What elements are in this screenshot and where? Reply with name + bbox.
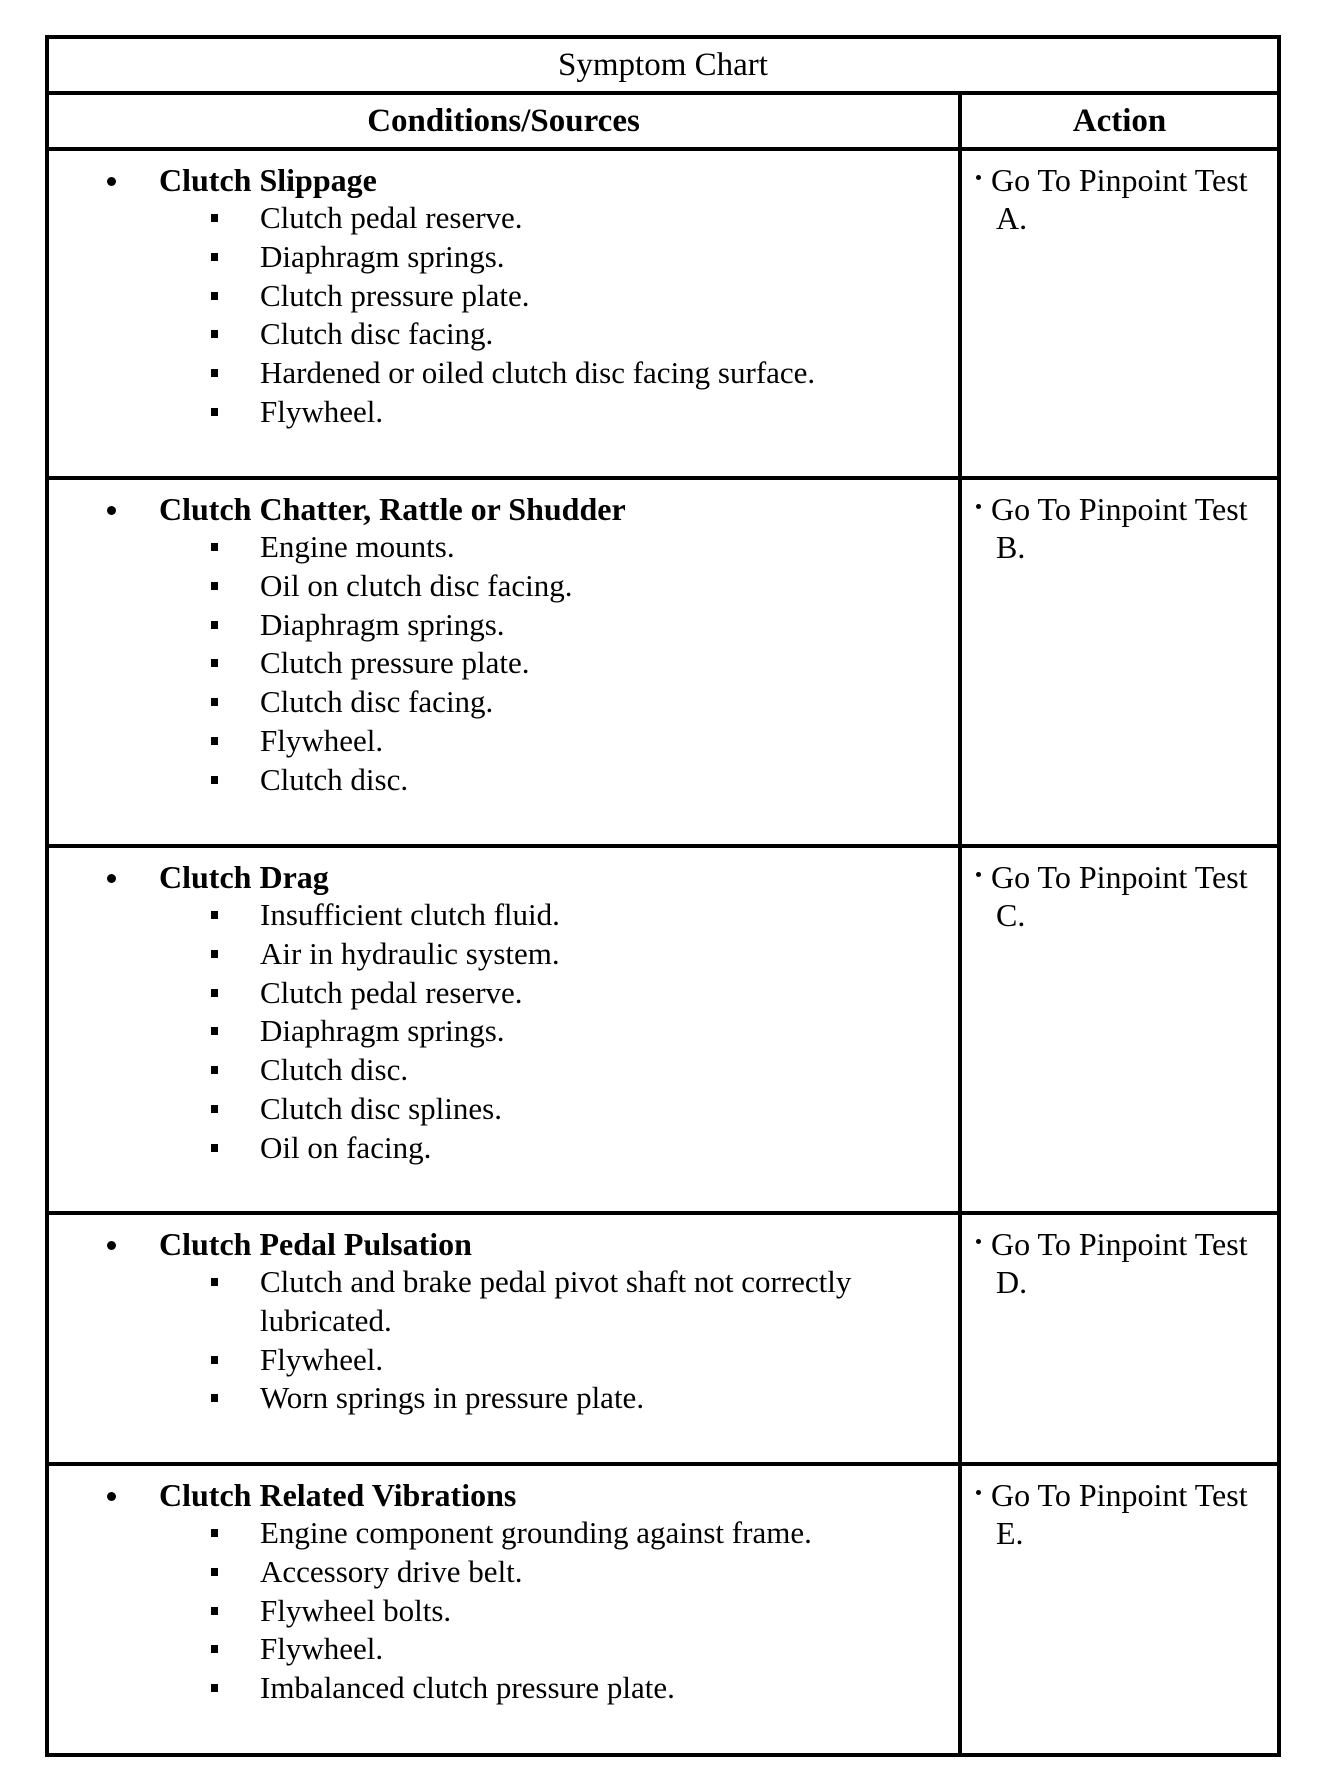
square-bullet-icon — [211, 408, 218, 416]
source-text: Air in hydraulic system. — [260, 935, 560, 971]
square-bullet-icon — [211, 1568, 218, 1576]
source-text: Flywheel. — [260, 1631, 384, 1667]
conditions-cell — [49, 151, 958, 476]
conditions-cell — [49, 480, 958, 844]
action-text — [972, 1225, 1272, 1301]
pinpoint-test-letter: D. — [996, 1264, 1028, 1300]
list-item — [49, 974, 958, 1013]
source-text: Flywheel. — [260, 722, 384, 758]
source-text: Clutch disc facing. — [260, 316, 494, 352]
square-bullet-icon — [211, 253, 218, 261]
source-text: Imbalanced clutch pressure plate. — [260, 1670, 675, 1706]
table-row — [49, 1215, 1277, 1466]
source-text: Clutch pressure plate. — [260, 277, 530, 313]
bullet-icon — [107, 177, 116, 186]
list-item — [49, 1514, 958, 1553]
source-text: Engine mounts. — [260, 529, 455, 564]
list-item — [49, 1051, 958, 1090]
source-text: Worn springs in pressure plate. — [260, 1380, 645, 1416]
action-text — [972, 858, 1272, 934]
symptom-chart-table — [45, 35, 1281, 1757]
action-text — [972, 161, 1272, 237]
source-text: Hardened or oiled clutch disc facing surface. — [260, 355, 816, 391]
source-text: Oil on clutch disc facing. — [260, 567, 573, 603]
square-bullet-icon — [211, 1394, 218, 1402]
source-text: Diaphragm springs. — [260, 1013, 505, 1049]
sources-list — [49, 199, 958, 432]
square-bullet-icon — [211, 1027, 218, 1035]
list-item — [49, 315, 958, 354]
square-bullet-icon — [211, 369, 218, 377]
source-text: Clutch disc splines. — [260, 1090, 502, 1126]
list-item — [49, 1379, 958, 1418]
list-item — [49, 935, 958, 974]
action-line — [972, 490, 1272, 528]
square-bullet-icon — [211, 776, 218, 784]
bullet-icon — [107, 1241, 116, 1250]
list-item — [49, 1341, 958, 1380]
source-text: Clutch disc. — [260, 761, 409, 797]
square-bullet-icon — [211, 582, 218, 590]
action-cell — [962, 480, 1277, 844]
source-text: Clutch pedal reserve. — [260, 974, 523, 1010]
square-bullet-icon — [211, 1529, 218, 1537]
list-item — [49, 644, 958, 683]
table-title: Symptom Chart — [49, 39, 1277, 95]
action-cell — [962, 1466, 1277, 1757]
conditions-cell — [49, 1215, 958, 1462]
list-item — [49, 722, 958, 761]
square-bullet-icon — [211, 1144, 218, 1152]
square-bullet-icon — [211, 1645, 218, 1653]
list-item — [49, 199, 958, 238]
source-text: Flywheel. — [260, 393, 384, 429]
conditions-header: Conditions/Sources — [367, 102, 640, 139]
conditions-cell — [49, 848, 958, 1211]
table-row — [49, 480, 1277, 848]
list-item — [49, 896, 958, 935]
action-line — [972, 858, 1272, 896]
list-item — [49, 606, 958, 645]
sources-list — [49, 896, 958, 1168]
condition-title: Clutch Pedal Pulsation — [159, 1226, 472, 1262]
condition-title: Clutch Slippage — [159, 162, 377, 198]
condition-title: Clutch Chatter, Rattle or Shudder — [159, 491, 626, 527]
action-text — [972, 490, 1272, 566]
source-text: Diaphragm springs. — [260, 606, 505, 642]
dot-bullet-icon — [976, 872, 981, 877]
action-label: Go To Pinpoint Test — [991, 859, 1248, 895]
list-item — [49, 1592, 958, 1631]
action-label: Go To Pinpoint Test — [991, 1477, 1248, 1513]
square-bullet-icon — [211, 621, 218, 629]
bullet-icon — [107, 506, 116, 515]
dot-bullet-icon — [976, 175, 981, 180]
square-bullet-icon — [211, 214, 218, 222]
list-item — [49, 1090, 958, 1129]
table-header-row — [49, 95, 1277, 151]
square-bullet-icon — [211, 1607, 218, 1615]
source-text: Flywheel. — [260, 1341, 384, 1377]
list-item — [49, 528, 958, 567]
action-cell — [962, 848, 1277, 1211]
list-item — [49, 1630, 958, 1669]
action-line — [972, 1225, 1272, 1263]
list-item — [49, 1553, 958, 1592]
list-item — [49, 277, 958, 316]
condition-title: Clutch Related Vibrations — [159, 1477, 517, 1513]
square-bullet-icon — [211, 1684, 218, 1692]
list-item — [49, 683, 958, 722]
bullet-icon — [107, 874, 116, 883]
square-bullet-icon — [211, 292, 218, 300]
source-text: Accessory drive belt. — [260, 1553, 523, 1589]
pinpoint-test-letter: C. — [996, 897, 1026, 933]
list-item — [49, 761, 958, 800]
action-line — [972, 1476, 1272, 1514]
square-bullet-icon — [211, 698, 218, 706]
square-bullet-icon — [211, 1105, 218, 1113]
square-bullet-icon — [211, 1356, 218, 1364]
action-cell — [962, 151, 1277, 476]
square-bullet-icon — [211, 1066, 218, 1074]
bullet-icon — [107, 1492, 116, 1501]
source-text: Flywheel bolts. — [260, 1592, 452, 1628]
square-bullet-icon — [211, 659, 218, 667]
action-cell — [962, 1215, 1277, 1462]
source-text: Engine component grounding against frame. — [260, 1515, 812, 1550]
sources-list — [49, 528, 958, 800]
sources-list — [49, 1514, 958, 1708]
source-text: Clutch pressure plate. — [260, 645, 530, 681]
list-item — [49, 393, 958, 432]
source-text: Clutch pedal reserve. — [260, 200, 523, 235]
list-item — [49, 1669, 958, 1708]
source-text: Insufficient clutch fluid. — [260, 897, 560, 932]
pinpoint-test-letter: B. — [996, 529, 1026, 565]
source-text: Clutch and brake pedal pivot shaft not correctly lubricated. — [260, 1264, 852, 1338]
sources-list — [49, 1263, 958, 1418]
action-label: Go To Pinpoint Test — [991, 162, 1248, 198]
dot-bullet-icon — [976, 1239, 981, 1244]
list-item — [49, 567, 958, 606]
source-text: Oil on facing. — [260, 1129, 432, 1165]
source-text: Clutch disc. — [260, 1052, 409, 1088]
action-header: Action — [1072, 102, 1167, 139]
list-item — [49, 1012, 958, 1051]
condition-title: Clutch Drag — [159, 859, 329, 895]
square-bullet-icon — [211, 543, 218, 551]
pinpoint-test-letter: E. — [996, 1515, 1024, 1551]
pinpoint-test-letter: A. — [996, 200, 1028, 236]
square-bullet-icon — [211, 330, 218, 338]
action-text — [972, 1476, 1272, 1552]
table-row — [49, 1466, 1277, 1757]
square-bullet-icon — [211, 911, 218, 919]
dot-bullet-icon — [976, 504, 981, 509]
square-bullet-icon — [211, 989, 218, 997]
table-row — [49, 848, 1277, 1215]
table-row — [49, 151, 1277, 480]
action-label: Go To Pinpoint Test — [991, 1226, 1248, 1262]
source-text: Clutch disc facing. — [260, 684, 494, 720]
list-item — [49, 354, 958, 393]
source-text: Diaphragm springs. — [260, 238, 505, 274]
square-bullet-icon — [211, 1278, 218, 1286]
list-item — [49, 1129, 958, 1168]
square-bullet-icon — [211, 950, 218, 958]
conditions-cell — [49, 1466, 958, 1757]
list-item — [49, 1263, 958, 1341]
action-label: Go To Pinpoint Test — [991, 491, 1248, 527]
dot-bullet-icon — [976, 1490, 981, 1495]
action-line — [972, 161, 1272, 199]
square-bullet-icon — [211, 737, 218, 745]
list-item — [49, 238, 958, 277]
